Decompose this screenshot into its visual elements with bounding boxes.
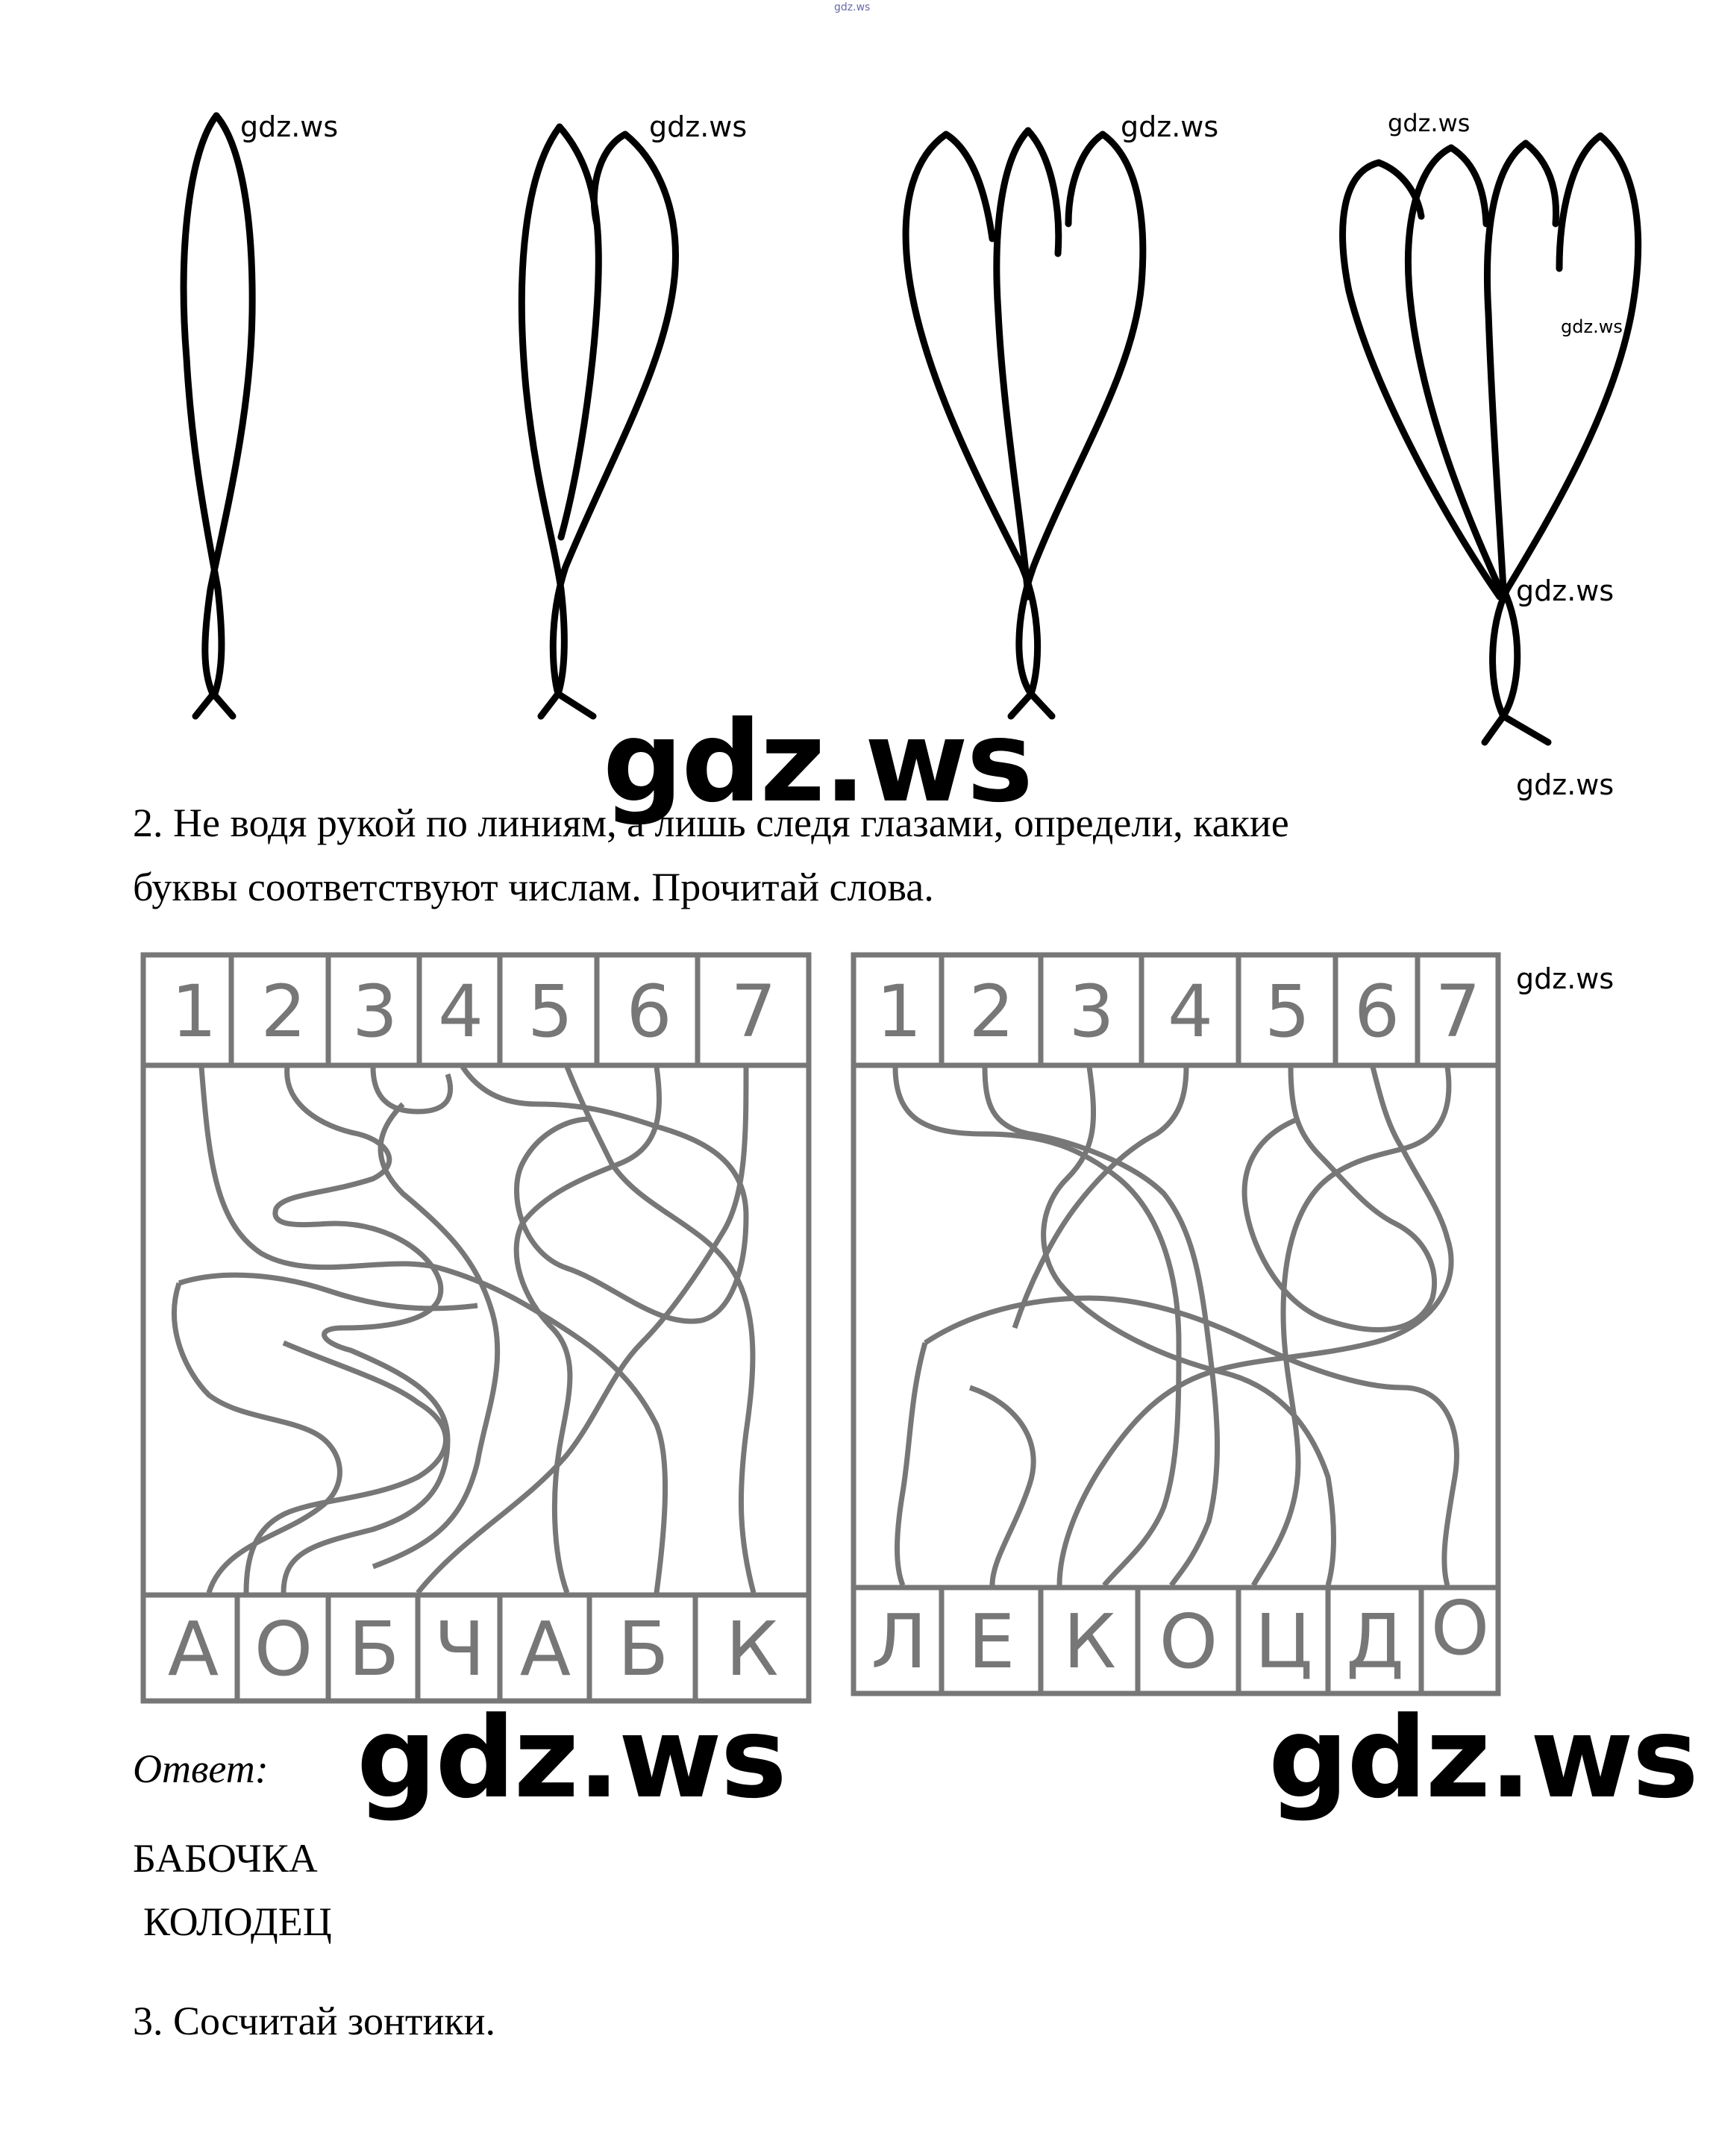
maze-left-number-6: 6: [626, 970, 672, 1053]
maze-right-letter-4: О: [1159, 1598, 1218, 1685]
task-2-line-2: буквы соответствуют числам. Прочитай слова.: [133, 865, 934, 909]
maze-left-letter-5: А: [519, 1605, 571, 1693]
maze-right-letter-5: Ц: [1254, 1598, 1313, 1685]
maze-left-number-5: 5: [527, 970, 574, 1053]
petal-figure-2: [522, 127, 675, 716]
maze-left-number-4: 4: [437, 970, 484, 1053]
watermark: gdz.ws: [1388, 109, 1471, 137]
maze-left-number-1: 1: [171, 970, 217, 1053]
maze-right-number-6: 6: [1353, 970, 1400, 1053]
maze-left-letter-6: Б: [617, 1605, 669, 1693]
petal-drawings: [0, 0, 1710, 761]
maze-right-number-1: 1: [876, 970, 922, 1053]
watermark: gdz.ws: [1516, 962, 1615, 995]
watermark: gdz.ws: [1561, 316, 1623, 337]
watermark: gdz.ws: [649, 110, 748, 143]
petal-figure-4: [1343, 136, 1638, 742]
maze-left-letter-2: О: [254, 1605, 313, 1693]
maze-right-number-5: 5: [1264, 970, 1311, 1053]
maze-left-letter-4: Ч: [433, 1605, 486, 1693]
maze-puzzle-right: [854, 955, 1498, 1693]
watermark-large: gdz.ws: [603, 698, 1032, 827]
watermark: gdz.ws: [240, 110, 339, 143]
task-2-line-1: 2. Не водя рукой по линиям, а лишь следя глазами, определи, какие: [133, 800, 1289, 845]
watermark: gdz.ws: [1121, 110, 1219, 143]
maze-right-letter-7: О: [1430, 1585, 1490, 1672]
maze-right-number-3: 3: [1068, 970, 1115, 1053]
maze-left-letter-1: А: [167, 1605, 219, 1693]
watermark: gdz.ws: [834, 1, 871, 13]
maze-right-letter-6: Д: [1345, 1598, 1405, 1685]
watermark-large: gdz.ws: [1268, 1693, 1697, 1823]
watermark: gdz.ws: [1516, 574, 1615, 607]
maze-left-number-7: 7: [730, 970, 777, 1053]
maze-right-letter-3: К: [1063, 1598, 1116, 1685]
maze-right-letter-1: Л: [871, 1598, 927, 1685]
petal-figure-3: [906, 131, 1143, 716]
petal-figure-1: [184, 116, 252, 716]
maze-left-number-3: 3: [351, 970, 398, 1053]
maze-right-number-2: 2: [968, 970, 1015, 1053]
maze-right-number-7: 7: [1435, 970, 1481, 1053]
maze-right-number-4: 4: [1167, 970, 1214, 1053]
watermark-large: gdz.ws: [357, 1693, 786, 1823]
answer-word-2: КОЛОДЕЦ: [143, 1899, 332, 1944]
maze-left-letter-7: К: [725, 1605, 779, 1693]
answer-word-1: БАБОЧКА: [133, 1836, 318, 1881]
maze-left-letter-3: Б: [348, 1605, 400, 1693]
answer-label: Ответ:: [133, 1746, 269, 1791]
maze-left-number-2: 2: [260, 970, 307, 1053]
watermark: gdz.ws: [1516, 768, 1615, 801]
maze-right-letter-2: Е: [968, 1598, 1015, 1685]
task-3-line-1: 3. Сосчитай зонтики.: [133, 1999, 495, 2043]
maze-puzzle-left: [143, 955, 809, 1701]
